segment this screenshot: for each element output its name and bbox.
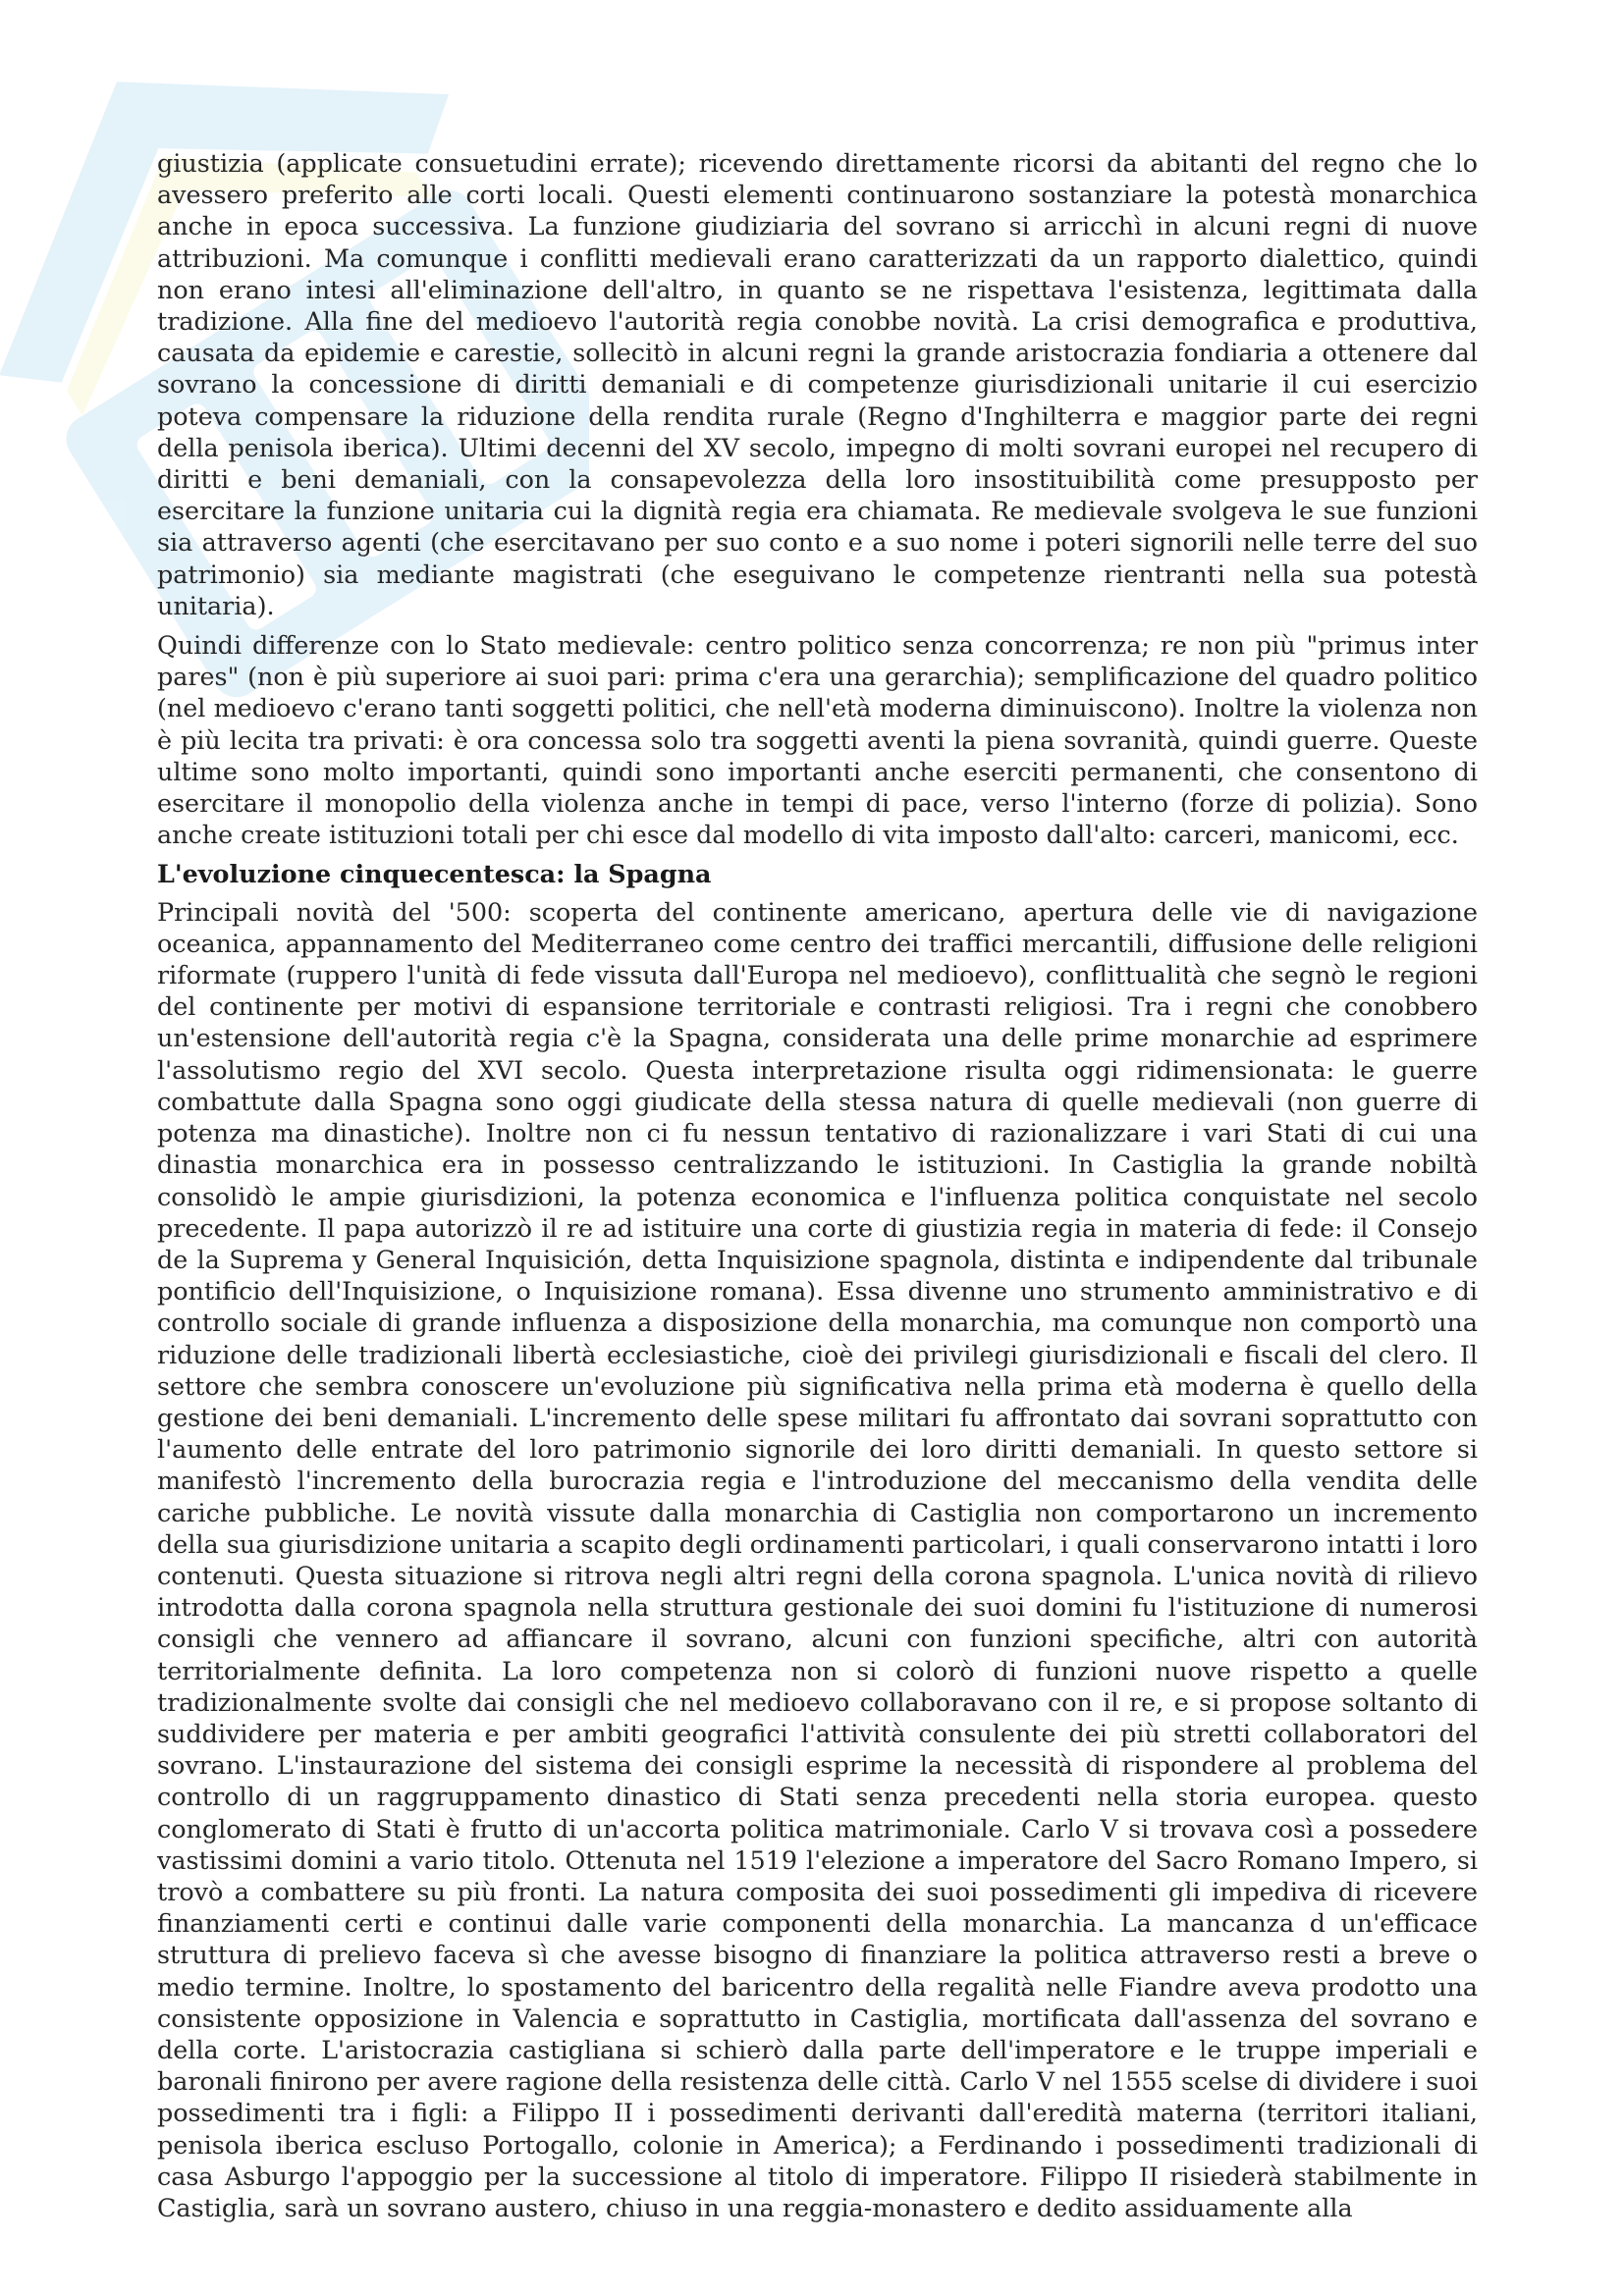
document-page [157, 147, 1478, 2231]
paragraph-2: Quindi differenze con lo Stato medievale: centro politico senza concorrenza; re non più "primus inter pares" (non è più superiore ai suoi pari: prima c'era una gerarchia); semplificazione del quadro politico (nel medioevo c'erano tanti soggetti politici, che nell'età moderna diminuiscono). Inoltre la violenza non è più lecita tra privati: è ora concessa solo tra soggetti aventi la piena sovranità, quindi guerre. Queste ultime sono molto importanti, quindi sono importanti anche eserciti permanenti, che consentono di esercitare il monopolio della violenza anche in tempi di pace, verso l'interno (forze di polizia). Sono anche create istituzioni totali per chi esce dal modello di vita imposto dall'alto: carceri, manicomi, ecc. [157, 630, 1478, 850]
section-heading: L'evoluzione cinquecentesca: la Spagna [157, 859, 712, 889]
paragraph-3: Principali novità del '500: scoperta del continente americano, apertura delle vie di navigazione oceanica, appannamento del Mediterraneo come centro dei traffici mercantili, diffusione delle religioni riformate (ruppero l'unità di fede vissuta dall'Europa nel medioevo), conflittualità che segnò le regioni del continente per motivi di espansione territoriale e contrasti religiosi. Tra i regni che conobbero un'estensione dell'autorità regia c'è la Spagna, considerata una delle prime monarchie ad esprimere l'assolutismo regio del XVI secolo. Questa interpretazione risulta oggi ridimensionata: le guerre combattute dalla Spagna sono oggi giudicate della stessa natura di quelle medievali (non guerre di potenza ma dinastiche). Inoltre non ci fu nessun tentativo di razionalizzare i vari Stati di cui una dinastia monarchica era in possesso centralizzando le istituzioni. In Castiglia la grande nobiltà consolidò le ampie giurisdizioni, la potenza economica e l'influenza politica conquistate nel secolo precedente. Il papa autorizzò il re ad istituire una corte di giustizia regia in materia di fede: il Consejo de la Suprema y General Inquisición, detta Inquisizione spagnola, distinta e indipendente dal tribunale pontificio dell'Inquisizione, o Inquisizione romana). Essa divenne uno strumento amministrativo e di controllo sociale di grande influenza a disposizione della monarchia, ma comunque non comportò una riduzione delle tradizionali libertà ecclesiastiche, cioè dei privilegi giurisdizionali e fiscali del clero. Il settore che sembra conoscere un'evoluzione più significativa nella prima età moderna è quello della gestione dei beni demaniali. L'incremento delle spese militari fu affrontato dai sovrani soprattutto con l'aumento delle entrate del loro patrimonio signorile dei loro diritti demaniali. In questo settore si manifestò l'incremento della burocrazia regia e l'introduzione del meccanismo della vendita delle cariche pubbliche. Le novità vissute dalla monarchia di Castiglia non comportarono un incremento della sua giurisdizione unitaria a scapito degli ordinamenti particolari, i quali conservarono intatti i loro contenuti. Questa situazione si ritrova negli altri regni della corona spagnola. L'unica novità di rilievo introdotta dalla corona spagnola nella struttura gestionale dei suoi domini fu l'istituzione di numerosi consigli che vennero ad affiancare il sovrano, alcuni con funzioni specifiche, altri con autorità territorialmente definita. La loro competenza non si colorò di funzioni nuove rispetto a quelle tradizionalmente svolte dai consigli che nel medioevo collaboravano con il re, e si propose soltanto di suddividere per materia e per ambiti geografici l'attività consulente dei più stretti collaboratori del sovrano. L'instaurazione del sistema dei consigli esprime la necessità di rispondere al problema del controllo di un raggruppamento dinastico di Stati senza precedenti nella storia europea. questo conglomerato di Stati è frutto di un'accorta politica matrimoniale. Carlo V si trovava così a possedere vastissimi domini a vario titolo. Ottenuta nel 1519 l'elezione a imperatore del Sacro Romano Impero, si trovò a combattere su più fronti. La natura composita dei suoi possedimenti gli impediva di ricevere finanziamenti certi e continui dalle varie componenti della monarchia. La mancanza d un'efficace struttura di prelievo faceva sì che avesse bisogno di finanziare la politica attraverso resti a breve o medio termine. Inoltre, lo spostamento del baricentro della regalità nelle Fiandre aveva prodotto una consistente opposizione in Valencia e soprattutto in Castiglia, mortificata dall'assenza del sovrano e della corte. L'aristocrazia castigliana si schierò dalla parte dell'imperatore e le truppe imperiali e baronali finirono per avere ragione della resistenza delle città. Carlo V nel 1555 scelse di dividere i suoi possedimenti tra i figli: a Filippo II i possedimenti derivanti dall'eredità materna (territori italiani, penisola iberica escluso Portogallo, colonie in America); a Ferdinando i possedimenti tradizionali di casa Asburgo l'appoggio per la successione al titolo di imperatore. Filippo II risiederà stabilmente in Castiglia, sarà un sovrano austero, chiuso in una reggia-monastero e dedito assiduamente alla [157, 896, 1478, 2222]
paragraph-1: giustizia (applicate consuetudini errate); ricevendo direttamente ricorsi da abitanti del regno che lo avessero preferito alle corti locali. Questi elementi continuarono sostanziare la potestà monarchica anche in epoca successiva. La funzione giudiziaria del sovrano si arricchì in alcuni regni di nuove attribuzioni. Ma comunque i conflitti medievali erano caratterizzati da un rapporto dialettico, quindi non erano intesi all'eliminazione dell'altro, in quanto se ne rispettava l'esistenza, legittimata dalla tradizione. Alla fine del medioevo l'autorità regia conobbe novità. La crisi demografica e produttiva, causata da epidemie e carestie, sollecitò in alcuni regni la grande aristocrazia fondiaria a ottenere dal sovrano la concessione di diritti demaniali e di competenze giurisdizionali unitarie il cui esercizio poteva compensare la riduzione della rendita rurale (Regno d'Inghilterra e maggior parte dei regni della penisola iberica). Ultimi decenni del XV secolo, impegno di molti sovrani europei nel recupero di diritti e beni demaniali, con la consapevolezza della loro insostituibilità come presupposto per esercitare la funzione unitaria cui la dignità regia era chiamata. Re medievale svolgeva le sue funzioni sia attraverso agenti (che esercitavano per suo conto e a suo nome i poteri signorili nelle terre del suo patrimonio) sia mediante magistrati (che eseguivano le competenze rientranti nella sua potestà unitaria). [157, 148, 1478, 620]
